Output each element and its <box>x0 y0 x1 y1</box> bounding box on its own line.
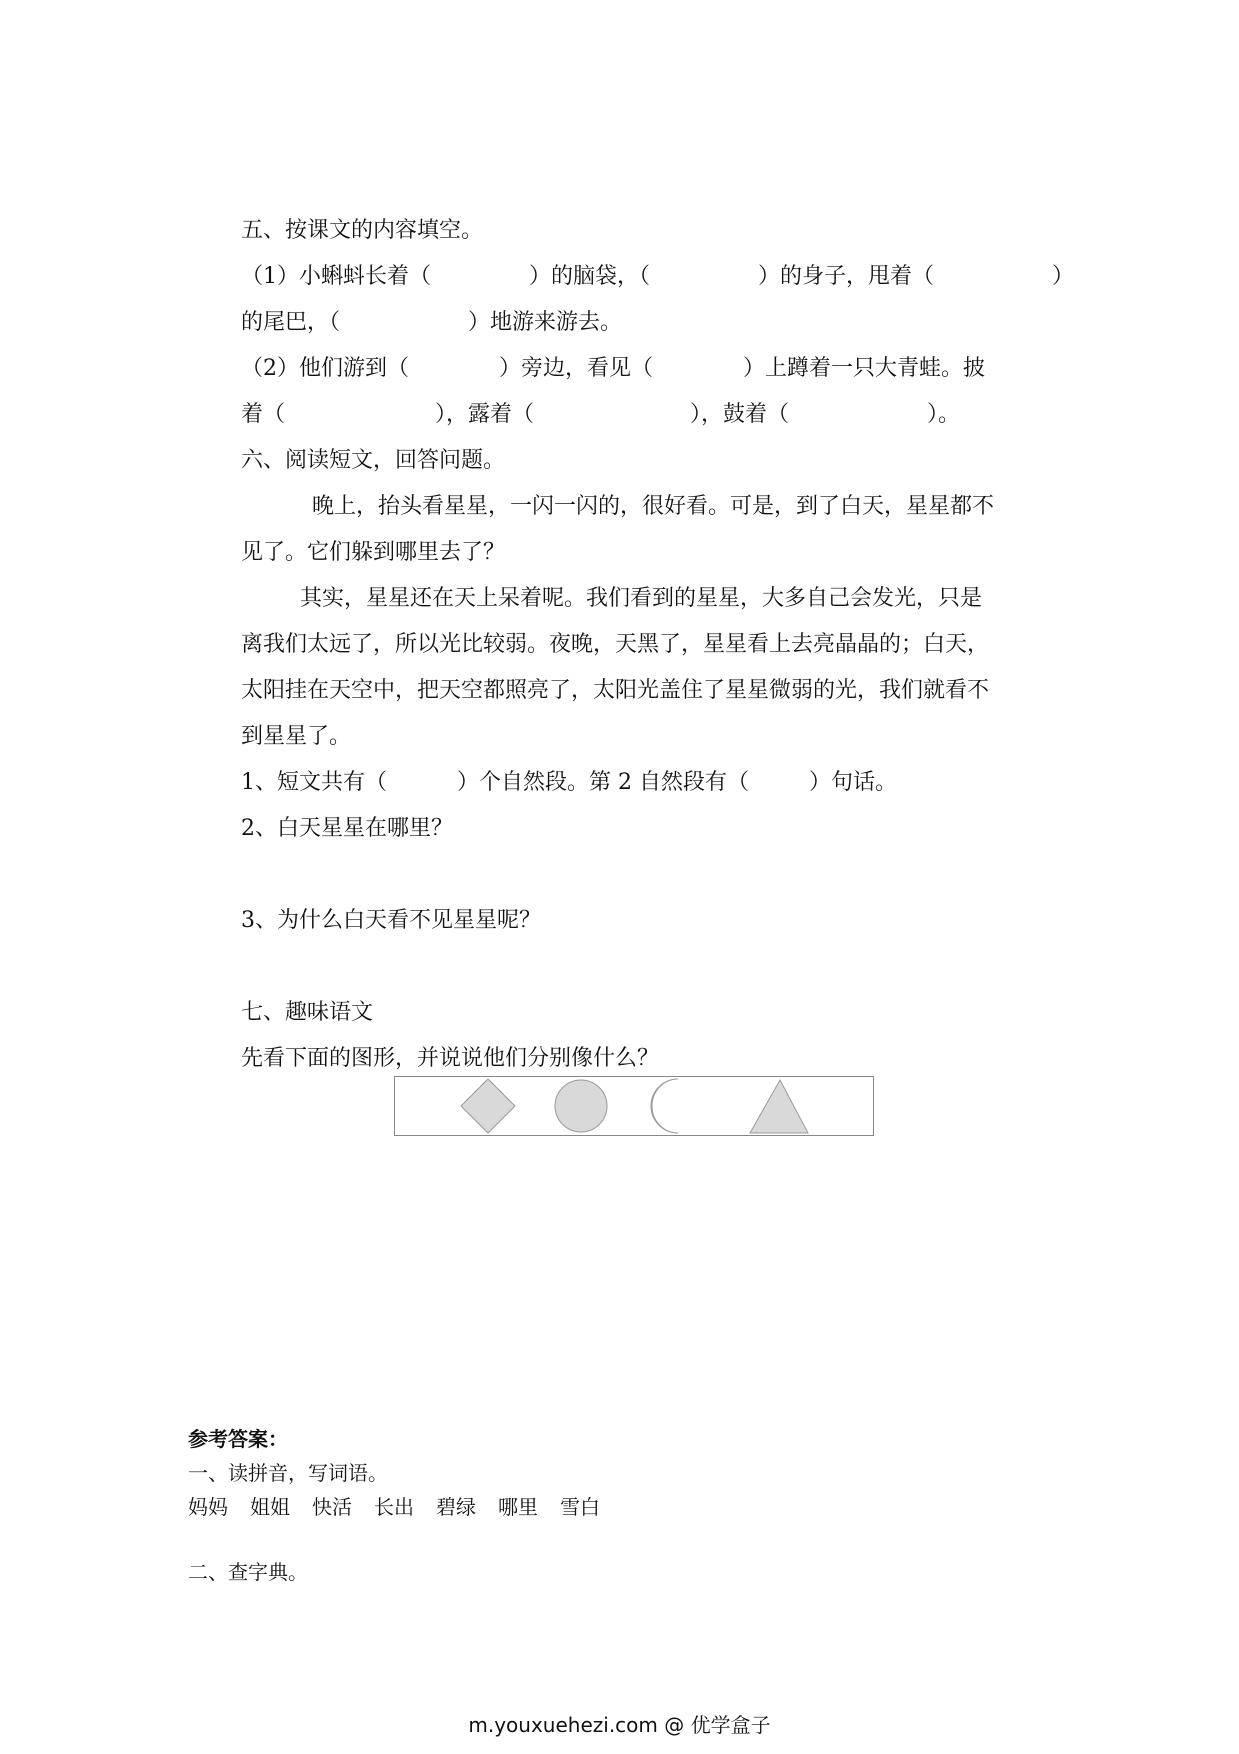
answer-word: 妈妈 <box>188 1495 228 1519</box>
fill-line-q1-b <box>241 308 622 338</box>
question-2: 2、白天星星在哪里？ <box>241 816 453 841</box>
footer-watermark: m.youxuehezi.com @ 优学盒子 <box>468 1713 771 1737</box>
question-1 <box>241 768 897 798</box>
q2-text-4: 着（ <box>241 402 286 427</box>
q2-text-3: ）上蹲着一只大青蛙。披 <box>743 356 986 381</box>
answer-word: 长出 <box>374 1495 414 1519</box>
fill-line-q2-b <box>241 400 960 430</box>
q1-text-1: （1）小蝌蚪长着（ <box>241 264 431 289</box>
fill-line-q1-a <box>241 262 1074 292</box>
answers-word-list <box>188 1493 622 1521</box>
section5-title: 五、按课文的内容填空。 <box>241 218 484 243</box>
passage-p2-line4: 到星星了。 <box>241 724 352 749</box>
answer-word: 姐姐 <box>250 1495 290 1519</box>
q1-text-3: ）的身子，甩着（ <box>758 264 935 289</box>
q2-text-7: ）。 <box>927 402 961 427</box>
q1-text-6: ）地游来游去。 <box>468 310 623 335</box>
shapes-figure <box>394 1076 874 1136</box>
answer-word: 雪白 <box>560 1495 600 1519</box>
q6-1-text-2: ）个自然段。第 2 自然段有（ <box>457 770 749 795</box>
answer-word: 哪里 <box>498 1495 538 1519</box>
q1-text-5: 的尾巴，（ <box>241 310 341 335</box>
answers-title: 参考答案： <box>188 1427 288 1451</box>
q2-text-1: （2）他们游到（ <box>241 356 409 381</box>
circle-shape <box>555 1080 607 1132</box>
section6-title: 六、阅读短文，回答问题。 <box>241 448 506 473</box>
answer-word: 碧绿 <box>436 1495 476 1519</box>
section7-prompt: 先看下面的图形，并说说他们分别像什么？ <box>241 1046 660 1071</box>
q6-1-text-3: ）句话。 <box>808 770 897 795</box>
answers-section1-title: 一、读拼音，写词语。 <box>188 1461 388 1485</box>
answers-section2-title: 二、查字典。 <box>188 1560 308 1584</box>
q2-text-6: ），鼓着（ <box>690 402 790 427</box>
q6-1-text-1: 1、短文共有（ <box>241 770 387 795</box>
fill-line-q2-a <box>241 354 985 384</box>
passage-p1-line2: 见了。它们躲到哪里去了？ <box>241 540 506 565</box>
section7-title: 七、趣味语文 <box>241 1000 374 1025</box>
q1-text-2: ）的脑袋，（ <box>529 264 651 289</box>
q2-text-5: ），露着（ <box>435 402 535 427</box>
q2-text-2: ）旁边，看见（ <box>499 356 654 381</box>
q1-text-4: ） <box>1052 264 1075 289</box>
answer-word: 快活 <box>312 1495 352 1519</box>
passage-p2-line2: 离我们太远了，所以光比较弱。夜晚，天黑了，星星看上去亮晶晶的；白天， <box>241 632 990 657</box>
passage-p2-line1: 其实，星星还在天上呆着呢。我们看到的星星，大多自己会发光，只是 <box>300 586 983 611</box>
question-3: 3、为什么白天看不见星星呢？ <box>241 908 541 933</box>
passage-p1-line1: 晚上，抬头看星星，一闪一闪的，很好看。可是，到了白天，星星都不 <box>312 494 995 519</box>
passage-p2-line3: 太阳挂在天空中，把天空都照亮了，太阳光盖住了星星微弱的光，我们就看不 <box>241 678 990 703</box>
